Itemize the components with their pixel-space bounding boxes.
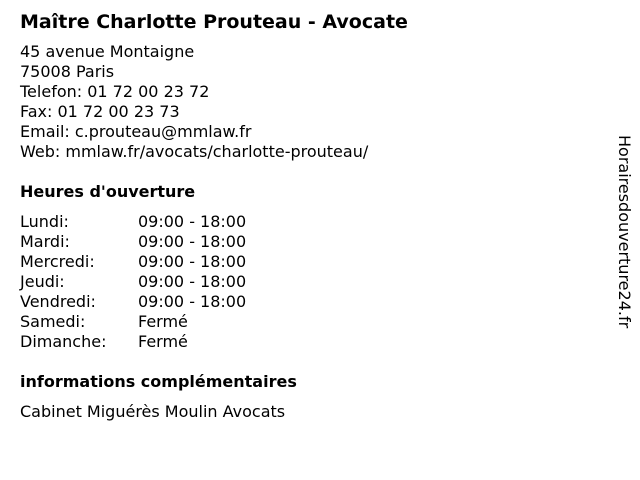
hours-row-sunday bbox=[20, 332, 600, 352]
hours-row-saturday bbox=[20, 312, 600, 332]
page-title: Maître Charlotte Prouteau - Avocate bbox=[20, 11, 408, 33]
hours-day: Jeudi: bbox=[20, 272, 65, 291]
opening-hours-heading: Heures d'ouverture bbox=[20, 182, 196, 201]
phone-number: Telefon: 01 72 00 23 72 bbox=[20, 82, 210, 101]
hours-time: 09:00 - 18:00 bbox=[138, 232, 247, 251]
address-block bbox=[20, 42, 600, 162]
hours-row-wednesday bbox=[20, 252, 600, 272]
additional-info-heading: informations complémentaires bbox=[20, 372, 297, 391]
hours-time: 09:00 - 18:00 bbox=[138, 212, 247, 231]
hours-row-thursday bbox=[20, 272, 600, 292]
hours-day: Vendredi: bbox=[20, 292, 96, 311]
additional-info-text: Cabinet Miguérès Moulin Avocats bbox=[20, 402, 286, 421]
hours-day: Dimanche: bbox=[20, 332, 107, 351]
hours-day: Mardi: bbox=[20, 232, 70, 251]
city-address: 75008 Paris bbox=[20, 62, 115, 81]
hours-time: 09:00 - 18:00 bbox=[138, 272, 247, 291]
email-address: Email: c.prouteau@mmlaw.fr bbox=[20, 122, 252, 141]
hours-time: 09:00 - 18:00 bbox=[138, 252, 247, 271]
website-address: Web: mmlaw.fr/avocats/charlotte-prouteau/ bbox=[20, 142, 369, 161]
hours-day: Lundi: bbox=[20, 212, 69, 231]
hours-row-monday bbox=[20, 212, 600, 232]
fax-number: Fax: 01 72 00 23 73 bbox=[20, 102, 180, 121]
hours-time: Fermé bbox=[138, 332, 188, 351]
hours-day: Samedi: bbox=[20, 312, 86, 331]
hours-day: Mercredi: bbox=[20, 252, 95, 271]
opening-hours-table bbox=[20, 212, 600, 352]
content bbox=[20, 10, 600, 422]
site-watermark: Horairesdouverture24.fr bbox=[615, 135, 634, 329]
hours-row-friday bbox=[20, 292, 600, 312]
hours-time: 09:00 - 18:00 bbox=[138, 292, 247, 311]
hours-time: Fermé bbox=[138, 312, 188, 331]
street-address: 45 avenue Montaigne bbox=[20, 42, 195, 61]
hours-row-tuesday bbox=[20, 232, 600, 252]
